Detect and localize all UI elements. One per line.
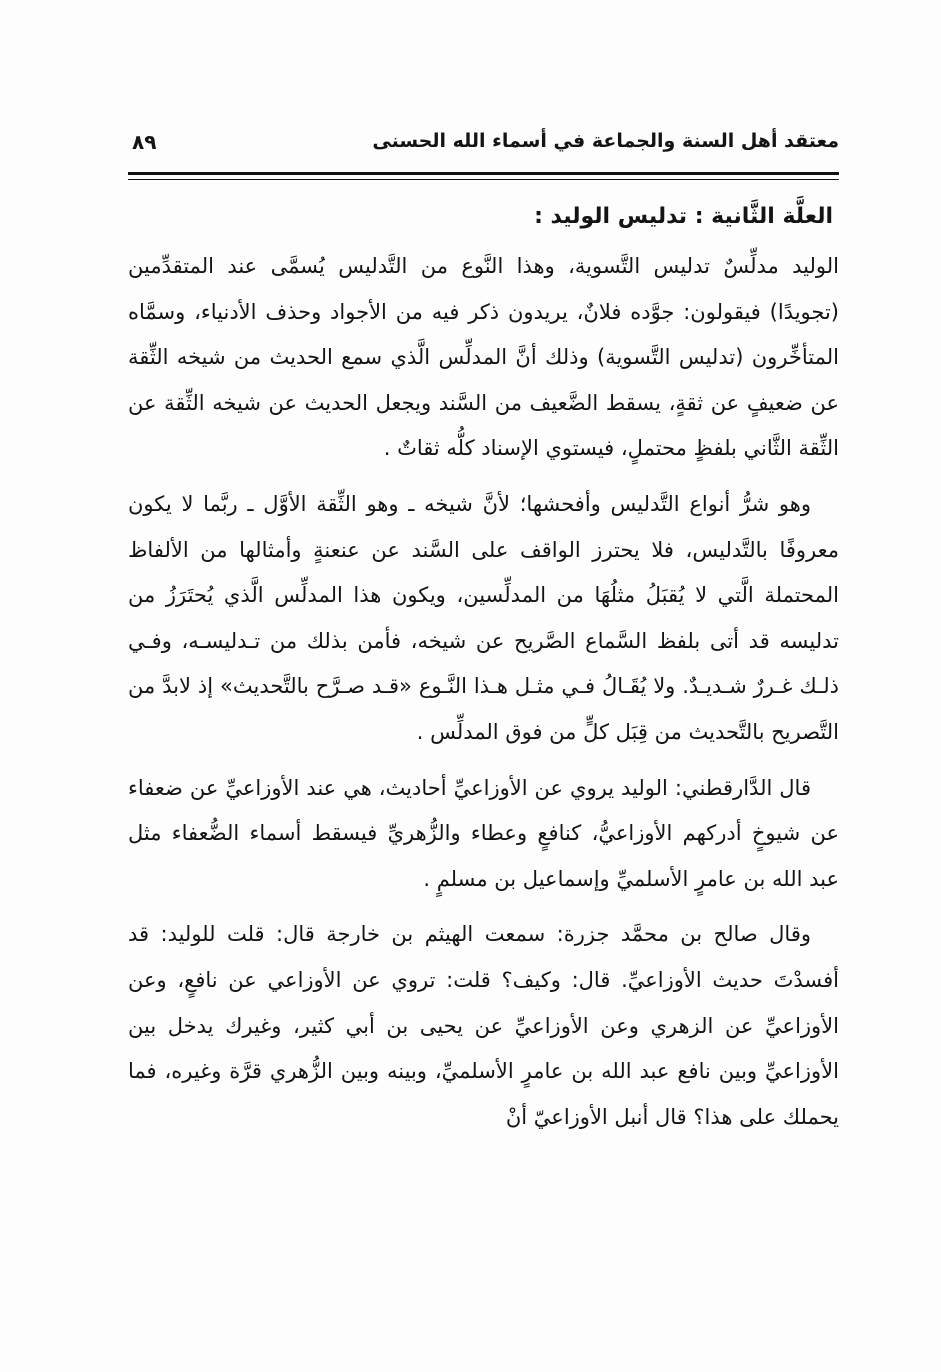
running-header: [128, 128, 839, 164]
paragraph-2: وهو شرُّ أنواع التَّدليس وأفحشها؛ لأنَّ شيخه ـ وهو الثِّقة الأوَّل ـ ربَّما لا يكون معروفًا بالتَّدليس، فلا يحترز الواقف على السَّند عن عنعنةٍ وأمثالها من الألفاظ المحتملة الَّتي لا يُقبَلُ مثلُهَا من المدلِّسين، ويكون هذا المدلِّس الَّذي يُحتَرَزُ من تدليسه قد أتى بلفظ السَّماع الصَّريح عن شيخه، فأمن بذلك من تـدليسـه، وفـي ذلـك غـررٌ شـديـدٌ. ولا يُقَـالُ فـي مثـل هـذا النَّـوع «قـد صـرَّح بالتَّحديث» إذ لابدَّ من التَّصريح بالتَّحديث من قِبَل كلٍّ من فوق المدلِّس .: [128, 491, 839, 744]
paragraph-4: وقال صالح بن محمَّد جزرة: سمعت الهيثم بن خارجة قال: قلت للوليد: قد أفسدْتَ حديث الأوزاعيِّ. قال: وكيف؟ قلت: تروي عن الأوزاعي عن نافعٍ، وعن الأوزاعيِّ عن الزهري وعن الأوزاعيِّ عن يحيى بن أبي كثير، وغيرك يدخل بين الأوزاعيِّ وبين نافع عبد الله بن عامرٍ الأسلميِّ، وبينه وبين الزُّهري قرَّة وغيره، فما يحملك على هذا؟ قال أنبل الأوزاعيّ أنْ: [128, 922, 839, 1129]
paragraph-1: الوليد مدلِّسٌ تدليس التَّسوية، وهذا النَّوع من التَّدليس يُسمَّى عند المتقدِّمين (تجويدًا) فيقولون: جوَّده فلانٌ، يريدون ذكر فيه من الأجواد وحذف الأدنياء، وسمَّاه المتأخِّرون (تدليس التَّسوية) وذلك أنَّ المدلِّس الَّذي سمع الحديث من شيخه الثِّقة عن ضعيفٍ عن ثقةٍ، يسقط الضَّعيف من السَّند ويجعل الحديث عن شيخه الثِّقة عن الثِّقة الثَّاني بلفظٍ محتملٍ، فيستوي الإسناد كلُّه ثقاتٌ .: [128, 254, 839, 461]
page-body: [128, 196, 839, 1150]
running-title: معتقد أهل السنة والجماعة في أسماء الله الحسنى: [372, 130, 839, 152]
paragraph-3: قال الدَّارقطني: الوليد يروي عن الأوزاعيِّ أحاديث، هي عند الأوزاعيِّ عن ضعفاء عن شيوخٍ أدركهم الأوزاعيُّ، كنافعٍ وعطاء والزُّهريِّ فيسقط أسماء الضُّعفاء مثل عبد الله بن عامرٍ الأسلميِّ وإسماعيل بن مسلمٍ .: [128, 775, 839, 891]
section-heading: العلَّة الثَّانية : تدليس الوليد :: [534, 204, 833, 229]
header-rule-thin: [128, 179, 839, 180]
header-rule-thick: [128, 172, 839, 175]
page-number: ٨٩: [132, 130, 157, 154]
